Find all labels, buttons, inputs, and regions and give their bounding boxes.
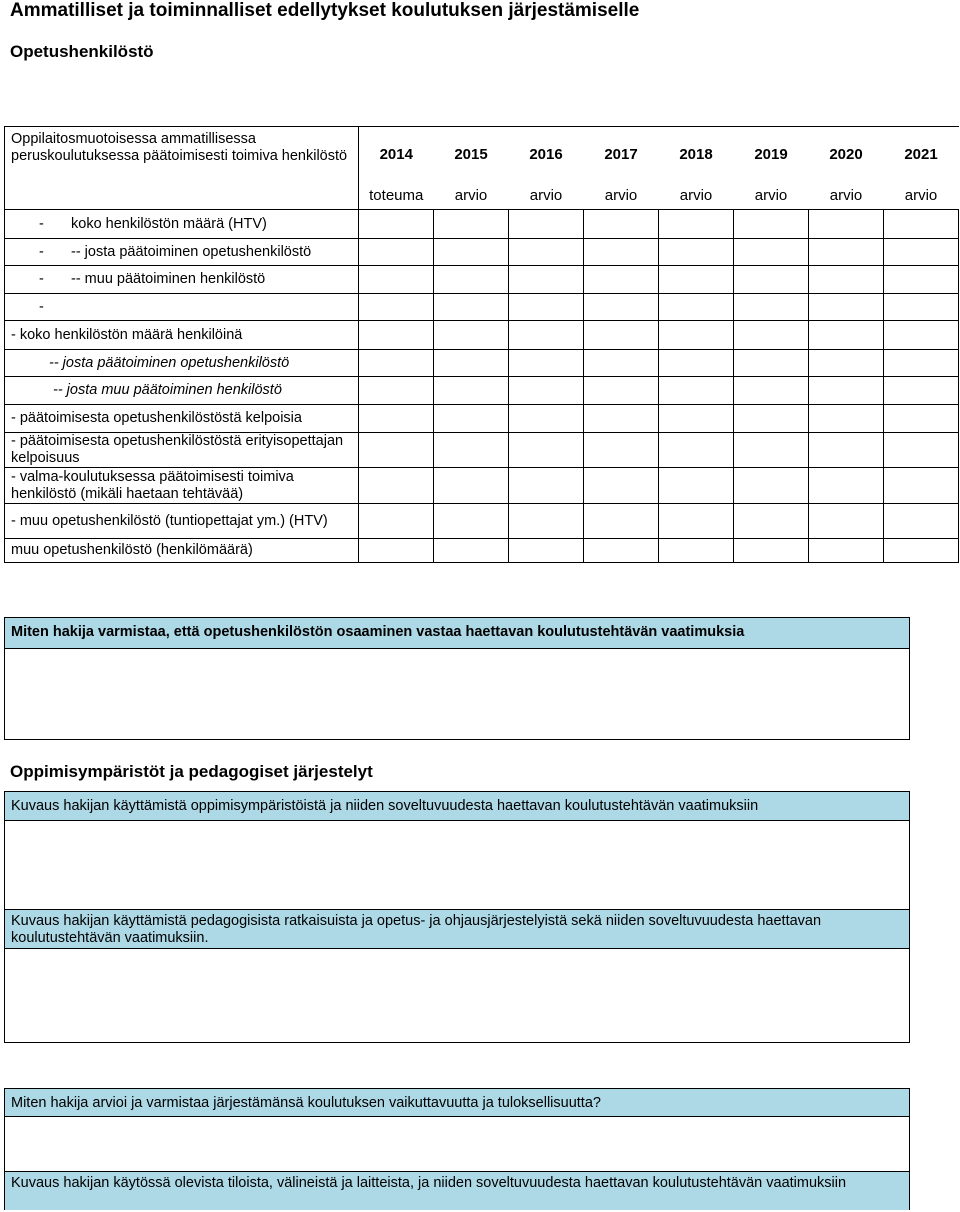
value-cell-2020[interactable] — [809, 294, 884, 321]
value-cell-2020[interactable] — [809, 405, 884, 433]
value-cell-2014[interactable] — [359, 350, 434, 377]
value-cell-2016[interactable] — [509, 468, 584, 504]
value-cell-2015[interactable] — [434, 405, 509, 433]
question-box-4 — [4, 1088, 910, 1210]
table-row — [5, 294, 959, 321]
value-cell-2015[interactable] — [434, 210, 509, 239]
row-label — [5, 350, 359, 377]
value-cell-2021[interactable] — [884, 377, 959, 405]
row-label — [5, 539, 359, 563]
row-bullet: - — [39, 243, 44, 260]
value-cell-2021[interactable] — [884, 239, 959, 266]
row-label — [5, 405, 359, 433]
value-cell-2018[interactable] — [659, 239, 734, 266]
value-cell-2016[interactable] — [509, 321, 584, 350]
value-cell-2016[interactable] — [509, 239, 584, 266]
table-row — [5, 210, 959, 239]
row-bullet: - — [39, 215, 44, 232]
answer-field-3[interactable] — [5, 949, 909, 1042]
value-cell-2021[interactable] — [884, 210, 959, 239]
value-cell-2014[interactable] — [359, 468, 434, 504]
row-label — [5, 504, 359, 539]
question-box-2 — [4, 791, 910, 1043]
value-cell-2014[interactable] — [359, 539, 434, 563]
value-cell-2014[interactable] — [359, 239, 434, 266]
value-cell-2018[interactable] — [659, 539, 734, 563]
value-cell-2018[interactable] — [659, 377, 734, 405]
value-cell-2019[interactable] — [734, 377, 809, 405]
section-title-learning-environments: Oppimisympäristöt ja pedagogiset järjestelyt — [10, 762, 373, 781]
staff-table — [4, 126, 959, 563]
value-cell-2019[interactable] — [734, 239, 809, 266]
value-cell-2018[interactable] — [659, 266, 734, 294]
page-title: Ammatilliset ja toiminnalliset edellytykset koulutuksen järjestämiselle — [10, 0, 640, 21]
value-cell-2015[interactable] — [434, 504, 509, 539]
value-cell-2016[interactable] — [509, 294, 584, 321]
year-header-2018: 2018 — [659, 127, 734, 182]
question-heading-5: Kuvaus hakijan käytössä olevista tiloista, välineistä ja laitteista, ja niiden soveltuvuudesta haettavan koulutustehtävän vaatimuksiin — [5, 1172, 909, 1210]
value-cell-2020[interactable] — [809, 239, 884, 266]
value-cell-2017[interactable] — [584, 294, 659, 321]
value-cell-2017[interactable] — [584, 405, 659, 433]
value-cell-2015[interactable] — [434, 266, 509, 294]
value-cell-2015[interactable] — [434, 539, 509, 563]
year-header-2014: 2014 — [359, 127, 434, 182]
table-row — [5, 321, 959, 350]
value-cell-2018[interactable] — [659, 294, 734, 321]
row-label-text: -- muu päätoiminen henkilöstö — [71, 271, 266, 287]
value-cell-2021[interactable] — [884, 405, 959, 433]
value-cell-2015[interactable] — [434, 239, 509, 266]
value-cell-2017[interactable] — [584, 433, 659, 468]
value-cell-2014[interactable] — [359, 210, 434, 239]
value-cell-2017[interactable] — [584, 210, 659, 239]
year-header-2020: 2020 — [809, 127, 884, 182]
value-cell-2016[interactable] — [509, 350, 584, 377]
value-cell-2018[interactable] — [659, 433, 734, 468]
row-label — [5, 210, 359, 239]
value-cell-2016[interactable] — [509, 266, 584, 294]
value-cell-2020[interactable] — [809, 321, 884, 350]
value-cell-2017[interactable] — [584, 266, 659, 294]
value-cell-2021[interactable] — [884, 539, 959, 563]
value-cell-2015[interactable] — [434, 377, 509, 405]
page-subtitle: Opetushenkilöstö — [10, 42, 154, 61]
question-box-1 — [4, 617, 910, 740]
status-header-3: arvio — [584, 182, 659, 210]
value-cell-2020[interactable] — [809, 350, 884, 377]
value-cell-2014[interactable] — [359, 433, 434, 468]
value-cell-2015[interactable] — [434, 350, 509, 377]
value-cell-2014[interactable] — [359, 377, 434, 405]
year-header-2021: 2021 — [884, 127, 959, 182]
staff-table-corner-label: Oppilaitosmuotoisessa ammatillisessa peruskoulutuksessa päätoimisesti toimiva henkilöstö — [5, 127, 359, 210]
value-cell-2018[interactable] — [659, 405, 734, 433]
value-cell-2017[interactable] — [584, 377, 659, 405]
row-label-text: - koko henkilöstön määrä henkilöinä — [11, 326, 243, 343]
status-header-2: arvio — [509, 182, 584, 210]
value-cell-2018[interactable] — [659, 468, 734, 504]
year-header-2019: 2019 — [734, 127, 809, 182]
value-cell-2019[interactable] — [734, 350, 809, 377]
answer-field-1[interactable] — [5, 649, 909, 739]
value-cell-2019[interactable] — [734, 539, 809, 563]
value-cell-2014[interactable] — [359, 266, 434, 294]
row-label-text: muu opetushenkilöstö (henkilömäärä) — [11, 542, 253, 558]
value-cell-2020[interactable] — [809, 377, 884, 405]
value-cell-2017[interactable] — [584, 504, 659, 539]
table-row — [5, 468, 959, 504]
value-cell-2019[interactable] — [734, 266, 809, 294]
value-cell-2014[interactable] — [359, 504, 434, 539]
question-heading-2: Kuvaus hakijan käyttämistä oppimisympäristöistä ja niiden soveltuvuudesta haettavan koulutustehtävän vaatimuksiin — [5, 792, 909, 821]
row-label-text: koko henkilöstön määrä (HTV) — [71, 215, 267, 232]
row-label — [5, 468, 359, 504]
value-cell-2014[interactable] — [359, 294, 434, 321]
value-cell-2015[interactable] — [434, 321, 509, 350]
value-cell-2020[interactable] — [809, 468, 884, 504]
year-header-2015: 2015 — [434, 127, 509, 182]
table-row — [5, 504, 959, 539]
value-cell-2017[interactable] — [584, 468, 659, 504]
value-cell-2016[interactable] — [509, 539, 584, 563]
value-cell-2021[interactable] — [884, 266, 959, 294]
row-label — [5, 377, 359, 405]
value-cell-2021[interactable] — [884, 433, 959, 468]
value-cell-2016[interactable] — [509, 210, 584, 239]
table-row — [5, 377, 959, 405]
row-label-text: -- josta päätoiminen opetushenkilöstö — [49, 354, 290, 371]
question-heading-4: Miten hakija arvioi ja varmistaa järjestämänsä koulutuksen vaikuttavuutta ja tuloksellisuutta? — [5, 1089, 909, 1117]
question-heading-1: Miten hakija varmistaa, että opetushenkilöstön osaaminen vastaa haettavan koulutustehtävän vaatimuksia — [5, 618, 909, 649]
value-cell-2018[interactable] — [659, 504, 734, 539]
question-heading-3: Kuvaus hakijan käyttämistä pedagogisista ratkaisuista ja opetus- ja ohjausjärjestelyistä sekä niiden soveltuvuudesta haettavan koulutustehtävän vaatimuksiin. — [5, 910, 909, 949]
row-label-text: - muu opetushenkilöstö (tuntiopettajat ym.) (HTV) — [11, 512, 328, 529]
row-label-text: -- josta päätoiminen opetushenkilöstö — [71, 243, 312, 260]
table-row — [5, 350, 959, 377]
row-bullet: - — [39, 298, 44, 315]
status-header-0: toteuma — [359, 182, 434, 210]
status-header-1: arvio — [434, 182, 509, 210]
value-cell-2020[interactable] — [809, 504, 884, 539]
value-cell-2018[interactable] — [659, 210, 734, 239]
value-cell-2015[interactable] — [434, 468, 509, 504]
value-cell-2021[interactable] — [884, 321, 959, 350]
row-bullet: - — [39, 271, 44, 287]
value-cell-2016[interactable] — [509, 405, 584, 433]
status-header-6: arvio — [809, 182, 884, 210]
answer-field-2[interactable] — [5, 821, 909, 910]
row-label — [5, 294, 359, 321]
value-cell-2019[interactable] — [734, 504, 809, 539]
value-cell-2018[interactable] — [659, 350, 734, 377]
status-header-4: arvio — [659, 182, 734, 210]
value-cell-2015[interactable] — [434, 294, 509, 321]
value-cell-2016[interactable] — [509, 433, 584, 468]
value-cell-2019[interactable] — [734, 210, 809, 239]
row-label-text: - päätoimisesta opetushenkilöstöstä kelpoisia — [11, 410, 302, 426]
row-label — [5, 433, 359, 468]
row-label-text: - päätoimisesta opetushenkilöstöstä erityisopettajan kelpoisuus — [11, 433, 344, 466]
value-cell-2019[interactable] — [734, 433, 809, 468]
table-row — [5, 405, 959, 433]
value-cell-2014[interactable] — [359, 321, 434, 350]
row-label — [5, 321, 359, 350]
value-cell-2016[interactable] — [509, 377, 584, 405]
value-cell-2021[interactable] — [884, 468, 959, 504]
row-label-text: -- josta muu päätoiminen henkilöstö — [53, 382, 282, 398]
value-cell-2019[interactable] — [734, 405, 809, 433]
value-cell-2021[interactable] — [884, 294, 959, 321]
value-cell-2021[interactable] — [884, 504, 959, 539]
value-cell-2021[interactable] — [884, 350, 959, 377]
value-cell-2017[interactable] — [584, 539, 659, 563]
value-cell-2014[interactable] — [359, 405, 434, 433]
value-cell-2020[interactable] — [809, 539, 884, 563]
value-cell-2018[interactable] — [659, 321, 734, 350]
value-cell-2019[interactable] — [734, 468, 809, 504]
value-cell-2020[interactable] — [809, 433, 884, 468]
value-cell-2020[interactable] — [809, 266, 884, 294]
year-header-2017: 2017 — [584, 127, 659, 182]
status-header-7: arvio — [884, 182, 959, 210]
value-cell-2017[interactable] — [584, 321, 659, 350]
answer-field-4[interactable] — [5, 1117, 909, 1172]
table-row — [5, 266, 959, 294]
value-cell-2016[interactable] — [509, 504, 584, 539]
table-row — [5, 239, 959, 266]
value-cell-2015[interactable] — [434, 433, 509, 468]
value-cell-2017[interactable] — [584, 350, 659, 377]
value-cell-2019[interactable] — [734, 321, 809, 350]
row-label-text: - valma-koulutuksessa päätoimisesti toimiva henkilöstö (mikäli haetaan tehtävää) — [11, 468, 294, 502]
table-row — [5, 539, 959, 563]
table-row — [5, 433, 959, 468]
year-header-2016: 2016 — [509, 127, 584, 182]
value-cell-2019[interactable] — [734, 294, 809, 321]
value-cell-2020[interactable] — [809, 210, 884, 239]
status-header-5: arvio — [734, 182, 809, 210]
row-label — [5, 239, 359, 266]
value-cell-2017[interactable] — [584, 239, 659, 266]
row-label — [5, 266, 359, 294]
